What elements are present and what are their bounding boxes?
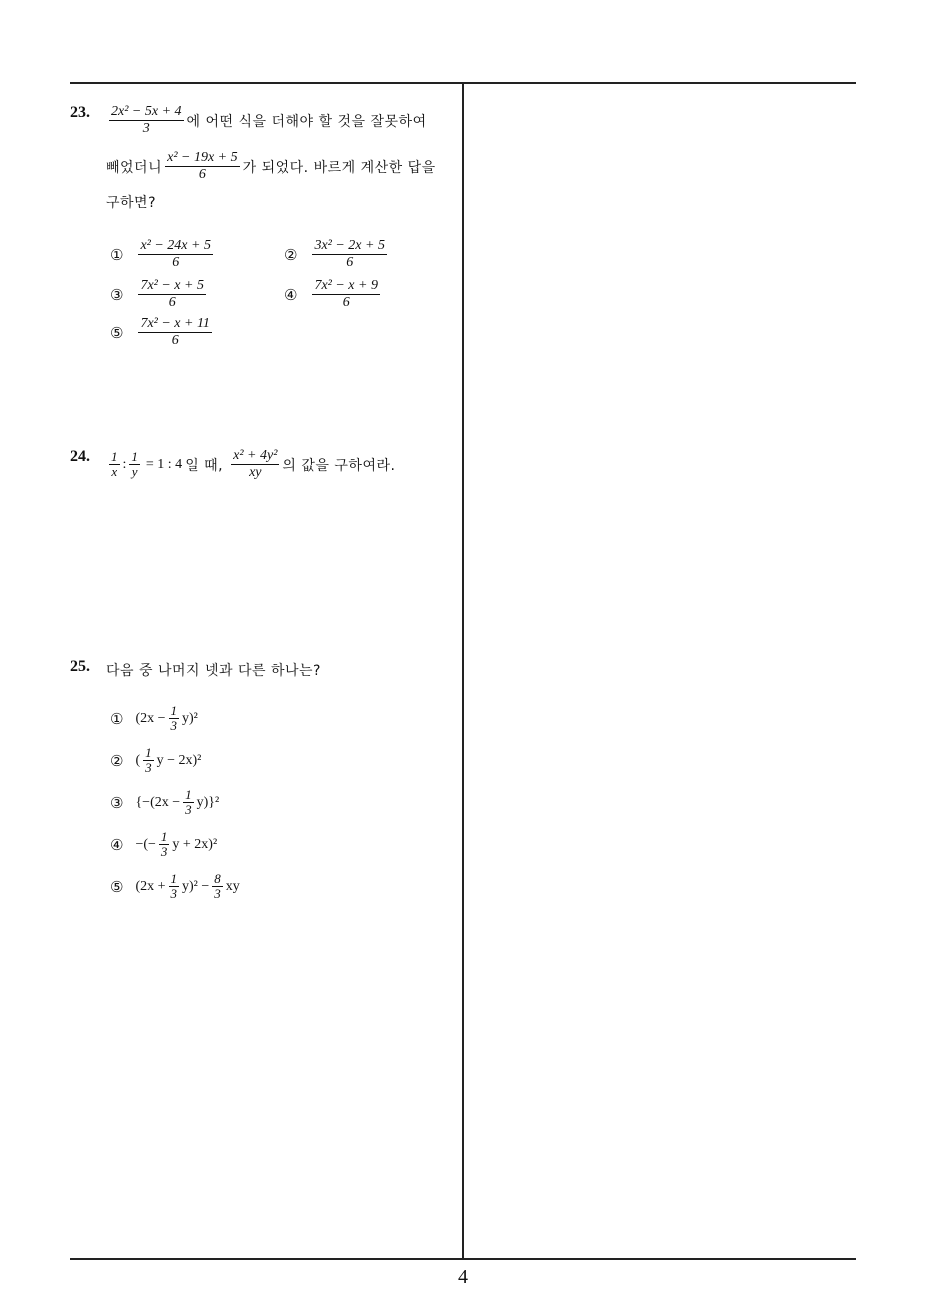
denominator: xy <box>249 465 262 480</box>
question-number: 24. <box>70 448 90 465</box>
expr-post: y + 2x)² <box>172 836 218 852</box>
choice-mark: ⑤ <box>110 877 124 896</box>
choice-mark: ③ <box>110 285 124 304</box>
q23-line-1 <box>106 104 427 137</box>
denominator: 6 <box>346 255 354 270</box>
q25-choice-1[interactable] <box>110 704 198 733</box>
question-number: 23. <box>70 104 90 121</box>
choice-mark: ① <box>110 245 124 264</box>
numerator: 2x² − 5x + 4 <box>111 104 182 119</box>
numerator: 1 <box>131 449 138 464</box>
denominator: y <box>131 464 138 479</box>
question-23 <box>70 104 460 364</box>
question-number: 25. <box>70 658 90 675</box>
expr-pre: (2x + <box>135 878 166 894</box>
expr-post: y)² − <box>182 878 210 894</box>
q23-choice-2[interactable] <box>284 238 390 271</box>
numerator: 1 <box>111 449 118 464</box>
q24-fraction-3 <box>231 448 279 481</box>
q24-fraction-2 <box>129 450 140 479</box>
q23-choice-3[interactable] <box>110 278 209 311</box>
q25-question-text: 다음 중 나머지 넷과 다른 하나는? <box>106 663 321 679</box>
q24-text-1: 일 때, <box>185 457 224 474</box>
numerator: 1 <box>170 871 178 886</box>
numerator: 1 <box>160 829 168 844</box>
expr-pre: (2x − <box>135 710 166 726</box>
choice-mark: ① <box>110 709 124 728</box>
q23-text-2b: 가 되었다. 바르게 계산한 답을 <box>242 159 436 176</box>
denominator: 6 <box>172 255 180 270</box>
numerator: 1 <box>145 745 152 760</box>
numerator: x² − 19x + 5 <box>167 150 238 165</box>
q25-choice-3[interactable] <box>110 788 219 817</box>
ratio-colon: : <box>122 456 127 472</box>
numerator: 7x² − x + 11 <box>140 316 210 331</box>
denominator: 3 <box>170 886 178 901</box>
q23-choice-4[interactable] <box>284 278 383 311</box>
question-24 <box>70 448 460 498</box>
choice-mark: ④ <box>110 835 124 854</box>
expr-post-2: xy <box>225 878 240 894</box>
numerator: 7x² − x + 5 <box>140 278 204 293</box>
question-25 <box>70 658 460 918</box>
numerator: 1 <box>185 787 192 802</box>
denominator: x <box>111 464 118 479</box>
q23-text-2a: 빼었더니 <box>106 159 163 176</box>
choice-mark: ⑤ <box>110 323 124 342</box>
q23-text-3: 구하면? <box>106 195 157 211</box>
page-number: 4 <box>458 1266 468 1288</box>
choice-mark: ③ <box>110 793 124 812</box>
denominator: 6 <box>342 295 350 310</box>
choice-mark: ② <box>110 751 124 770</box>
denominator: 6 <box>198 167 206 182</box>
numerator: x² + 4y² <box>233 448 278 463</box>
numerator: 8 <box>214 871 221 886</box>
choice-mark: ④ <box>284 285 298 304</box>
q23-fraction-wrong <box>165 150 240 183</box>
q25-line-1 <box>106 660 321 680</box>
q23-fraction-main <box>109 104 184 137</box>
q25-choice-4[interactable] <box>110 830 217 859</box>
numerator: 7x² − x + 9 <box>314 278 378 293</box>
expr-pre: {−(2x − <box>135 794 181 810</box>
ratio-value: = 1 : 4 <box>145 456 183 472</box>
denominator: 6 <box>168 295 176 310</box>
q23-line-2 <box>106 150 436 183</box>
denominator: 3 <box>170 718 178 733</box>
expr-pre: ( <box>135 752 141 768</box>
q23-choice-1[interactable] <box>110 238 216 271</box>
expr-post: y)² <box>182 710 198 726</box>
q23-choice-5[interactable] <box>110 316 215 349</box>
choice-mark: ② <box>284 245 298 264</box>
expr-post: y − 2x)² <box>156 752 202 768</box>
column-divider <box>462 82 464 1259</box>
denominator: 3 <box>185 802 192 817</box>
q23-line-3 <box>106 192 156 212</box>
denominator: 3 <box>160 844 168 859</box>
denominator: 3 <box>145 760 152 775</box>
denominator: 6 <box>171 333 179 348</box>
q24-fraction-1 <box>109 450 120 479</box>
expr-post: y)}² <box>196 794 220 810</box>
expr-pre: −(− <box>135 836 156 852</box>
denominator: 3 <box>214 886 221 901</box>
numerator: 3x² − 2x + 5 <box>314 238 385 253</box>
q23-text-1: 에 어떤 식을 더해야 할 것을 잘못하여 <box>186 113 427 130</box>
q24-text-2: 의 값을 구하여라. <box>282 457 396 474</box>
q24-line-1 <box>106 448 395 481</box>
numerator: 1 <box>170 703 178 718</box>
q25-choice-2[interactable] <box>110 746 201 775</box>
numerator: x² − 24x + 5 <box>140 238 211 253</box>
bottom-rule <box>70 1258 856 1260</box>
q25-choice-5[interactable] <box>110 872 240 901</box>
denominator: 3 <box>142 121 150 136</box>
